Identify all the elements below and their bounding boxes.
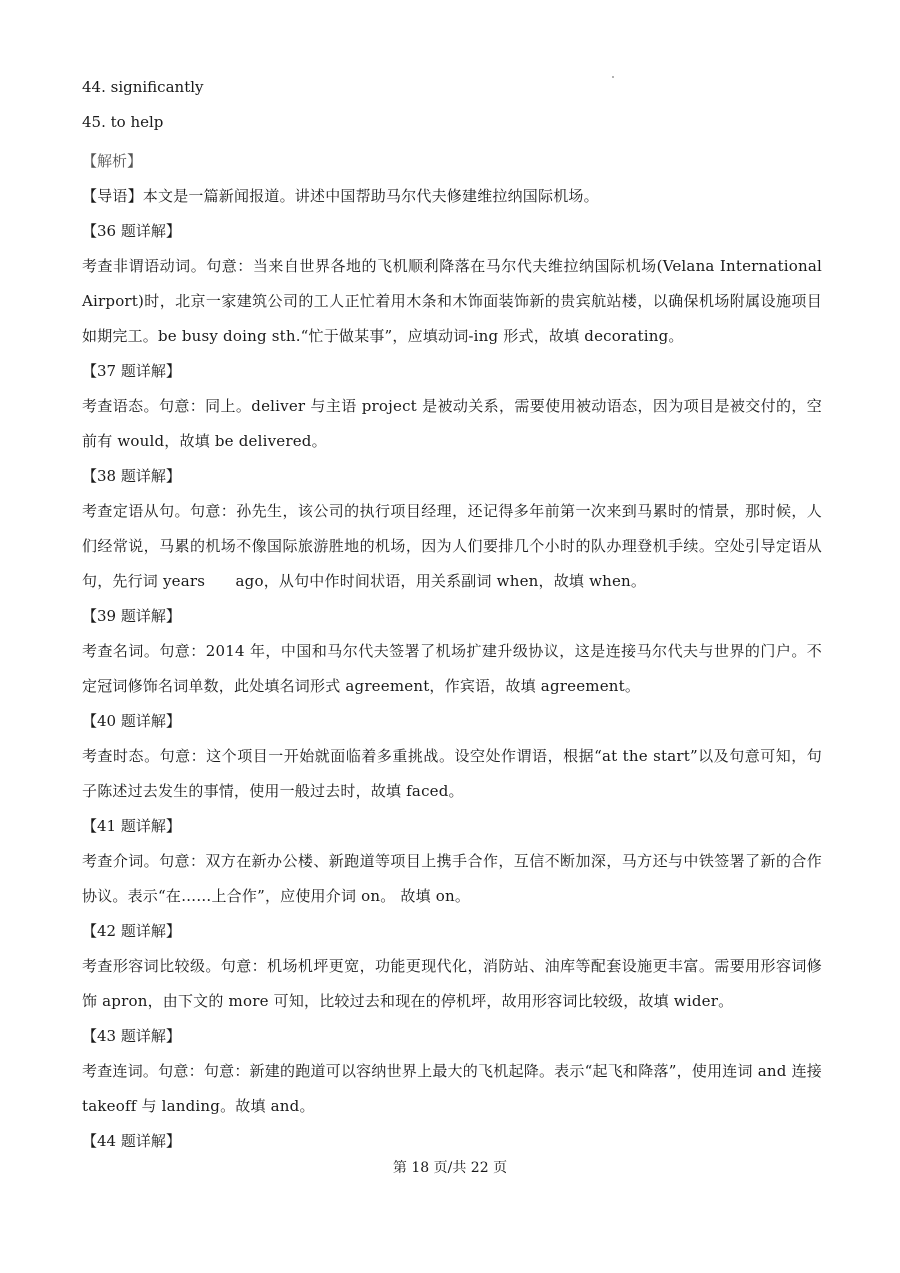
item-40-text: 考查时态。句意：这个项目一开始就面临着多重挑战。设空处作谓语，根据“at the start”以及句意可知，句子陈述过去发生的事情，使用一般过去时，故填 faced。 [82,747,822,800]
item-41-text: 考查介词。句意：双方在新办公楼、新跑道等项目上携手合作，互信不断加深，马方还与中铁签署了新的合作协议。表示“在……上合作”，应使用介词 on。 故填 on。 [82,852,822,905]
item-37-text: 考查语态。句意：同上。deliver 与主语 project 是被动关系，需要使用被动语态，因为项目是被交付的，空前有 would，故填 be delivered。 [82,397,822,450]
item-36-heading: 【36 题详解】 [82,222,181,240]
item-42-heading: 【42 题详解】 [82,922,181,940]
item-38-heading: 【38 题详解】 [82,467,181,485]
intro-paragraph: 【导语】本文是一篇新闻报道。讲述中国帮助马尔代夫修建维拉纳国际机场。 [82,187,599,205]
item-40-heading: 【40 题详解】 [82,712,181,730]
item-43-heading: 【43 题详解】 [82,1027,181,1045]
item-43-text: 考查连词。句意：句意：新建的跑道可以容纳世界上最大的飞机起降。表示“起飞和降落”，使用连词 and 连接 takeoff 与 landing。故填 and。 [82,1062,822,1115]
page-footer: 第 18 页/共 22 页 [392,1160,508,1176]
analysis-label: 【解析】 [82,152,143,170]
item-36-text: 考查非谓语动词。句意：当来自世界各地的飞机顺利降落在马尔代夫维拉纳国际机场(Velana International Airport)时，北京一家建筑公司的工人正忙着用木条和木饰面装饰新的贵宾航站楼，以确保机场附属设施项目如期完工。be busy doing sth.“忙于做某事”，应填动词-ing 形式，故填 decorating。 [82,257,822,345]
answer-44: 44. significantly [82,78,204,96]
item-39-heading: 【39 题详解】 [82,607,181,625]
item-38-text: 考查定语从句。句意：孙先生，该公司的执行项目经理，还记得多年前第一次来到马累时的情景，那时候，人们经常说，马累的机场不像国际旅游胜地的机场，因为人们要排几个小时的队办理登机手续。空处引导定语从句，先行词 years ago，从句中作时间状语，用关系副词 when，故填 when。 [82,502,822,590]
item-41-heading: 【41 题详解】 [82,817,181,835]
document-page [82,74,822,1159]
item-42-text: 考查形容词比较级。句意：机场机坪更宽，功能更现代化，消防站、油库等配套设施更丰富。需要用形容词修饰 apron，由下文的 more 可知，比较过去和现在的停机坪，故用形容词比较级，故填 wider。 [82,957,822,1010]
item-39-text: 考查名词。句意：2014 年，中国和马尔代夫签署了机场扩建升级协议，这是连接马尔代夫与世界的门户。不定冠词修饰名词单数，此处填名词形式 agreement，作宾语，故填 agreement。 [82,642,822,695]
item-44-heading: 【44 题详解】 [82,1132,181,1150]
item-37-heading: 【37 题详解】 [82,362,181,380]
answer-45: 45. to help [82,113,164,131]
